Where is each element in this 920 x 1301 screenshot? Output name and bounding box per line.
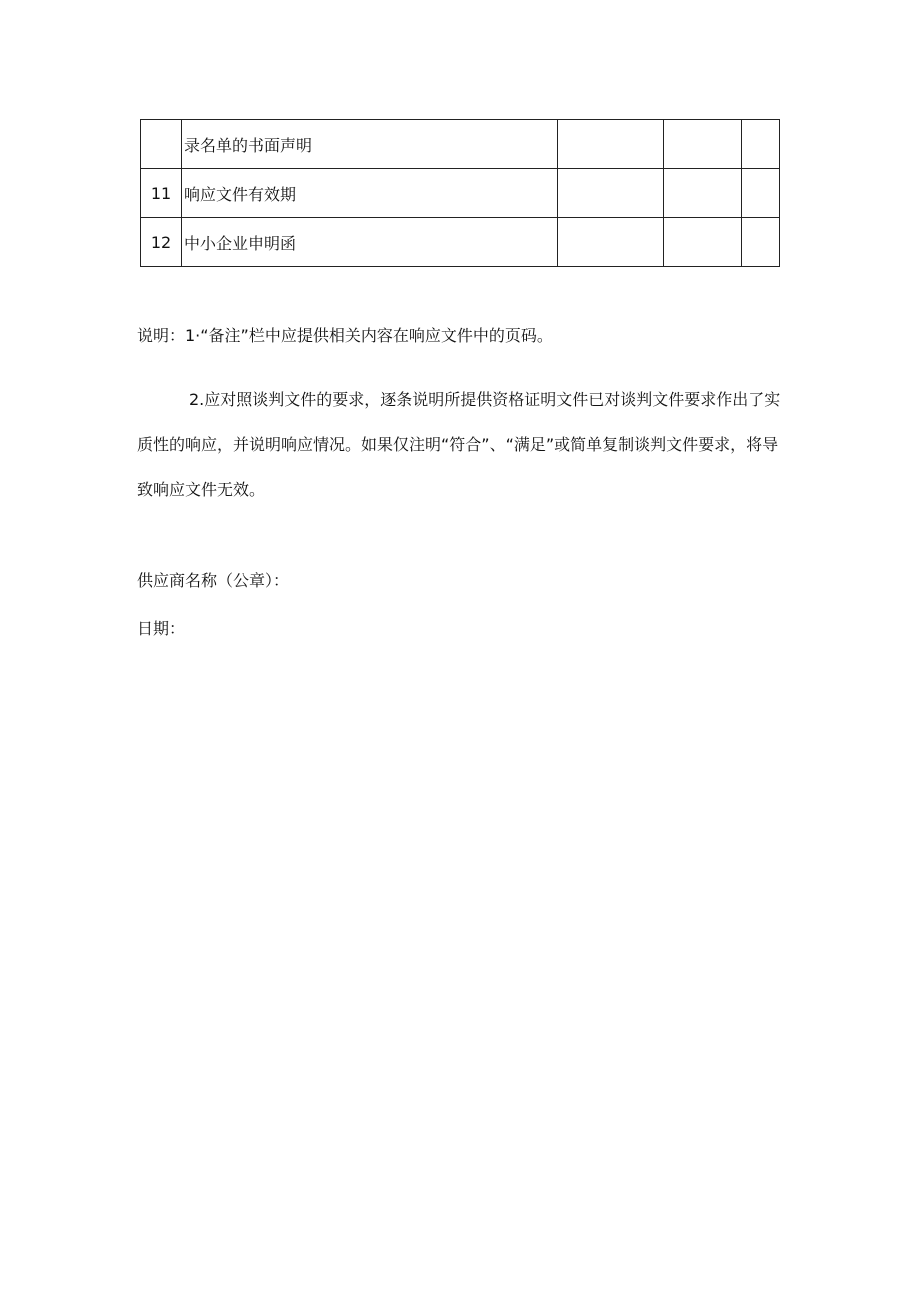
row-number: 11	[141, 169, 182, 218]
row-cell-empty	[742, 169, 780, 218]
row-cell-empty	[664, 218, 742, 267]
row-item: 响应文件有效期	[182, 169, 558, 218]
note-paragraph-2: 2.应对照谈判文件的要求，逐条说明所提供资格证明文件已对谈判文件要求作出了实质性的响应，并说明响应情况。如果仅注明“符合”、“满足”或简单复制谈判文件要求，将导致响应文件无效。	[137, 390, 781, 499]
row-cell-empty	[664, 120, 742, 169]
table-row	[141, 120, 780, 169]
table-row	[141, 218, 780, 267]
date-label: 日期：	[137, 619, 186, 638]
note-line-1: 说明：1·“备注”栏中应提供相关内容在响应文件中的页码。	[137, 326, 553, 345]
row-cell-empty	[558, 218, 664, 267]
row-cell-empty	[742, 120, 780, 169]
row-cell-empty	[558, 120, 664, 169]
row-item: 中小企业申明函	[182, 218, 558, 267]
row-cell-empty	[664, 169, 742, 218]
row-cell-empty	[742, 218, 780, 267]
row-item: 录名单的书面声明	[182, 120, 558, 169]
row-number: 12	[141, 218, 182, 267]
requirements-table	[140, 119, 780, 267]
row-number	[141, 120, 182, 169]
row-cell-empty	[558, 169, 664, 218]
supplier-name-label: 供应商名称（公章）：	[137, 571, 290, 590]
table-row	[141, 169, 780, 218]
